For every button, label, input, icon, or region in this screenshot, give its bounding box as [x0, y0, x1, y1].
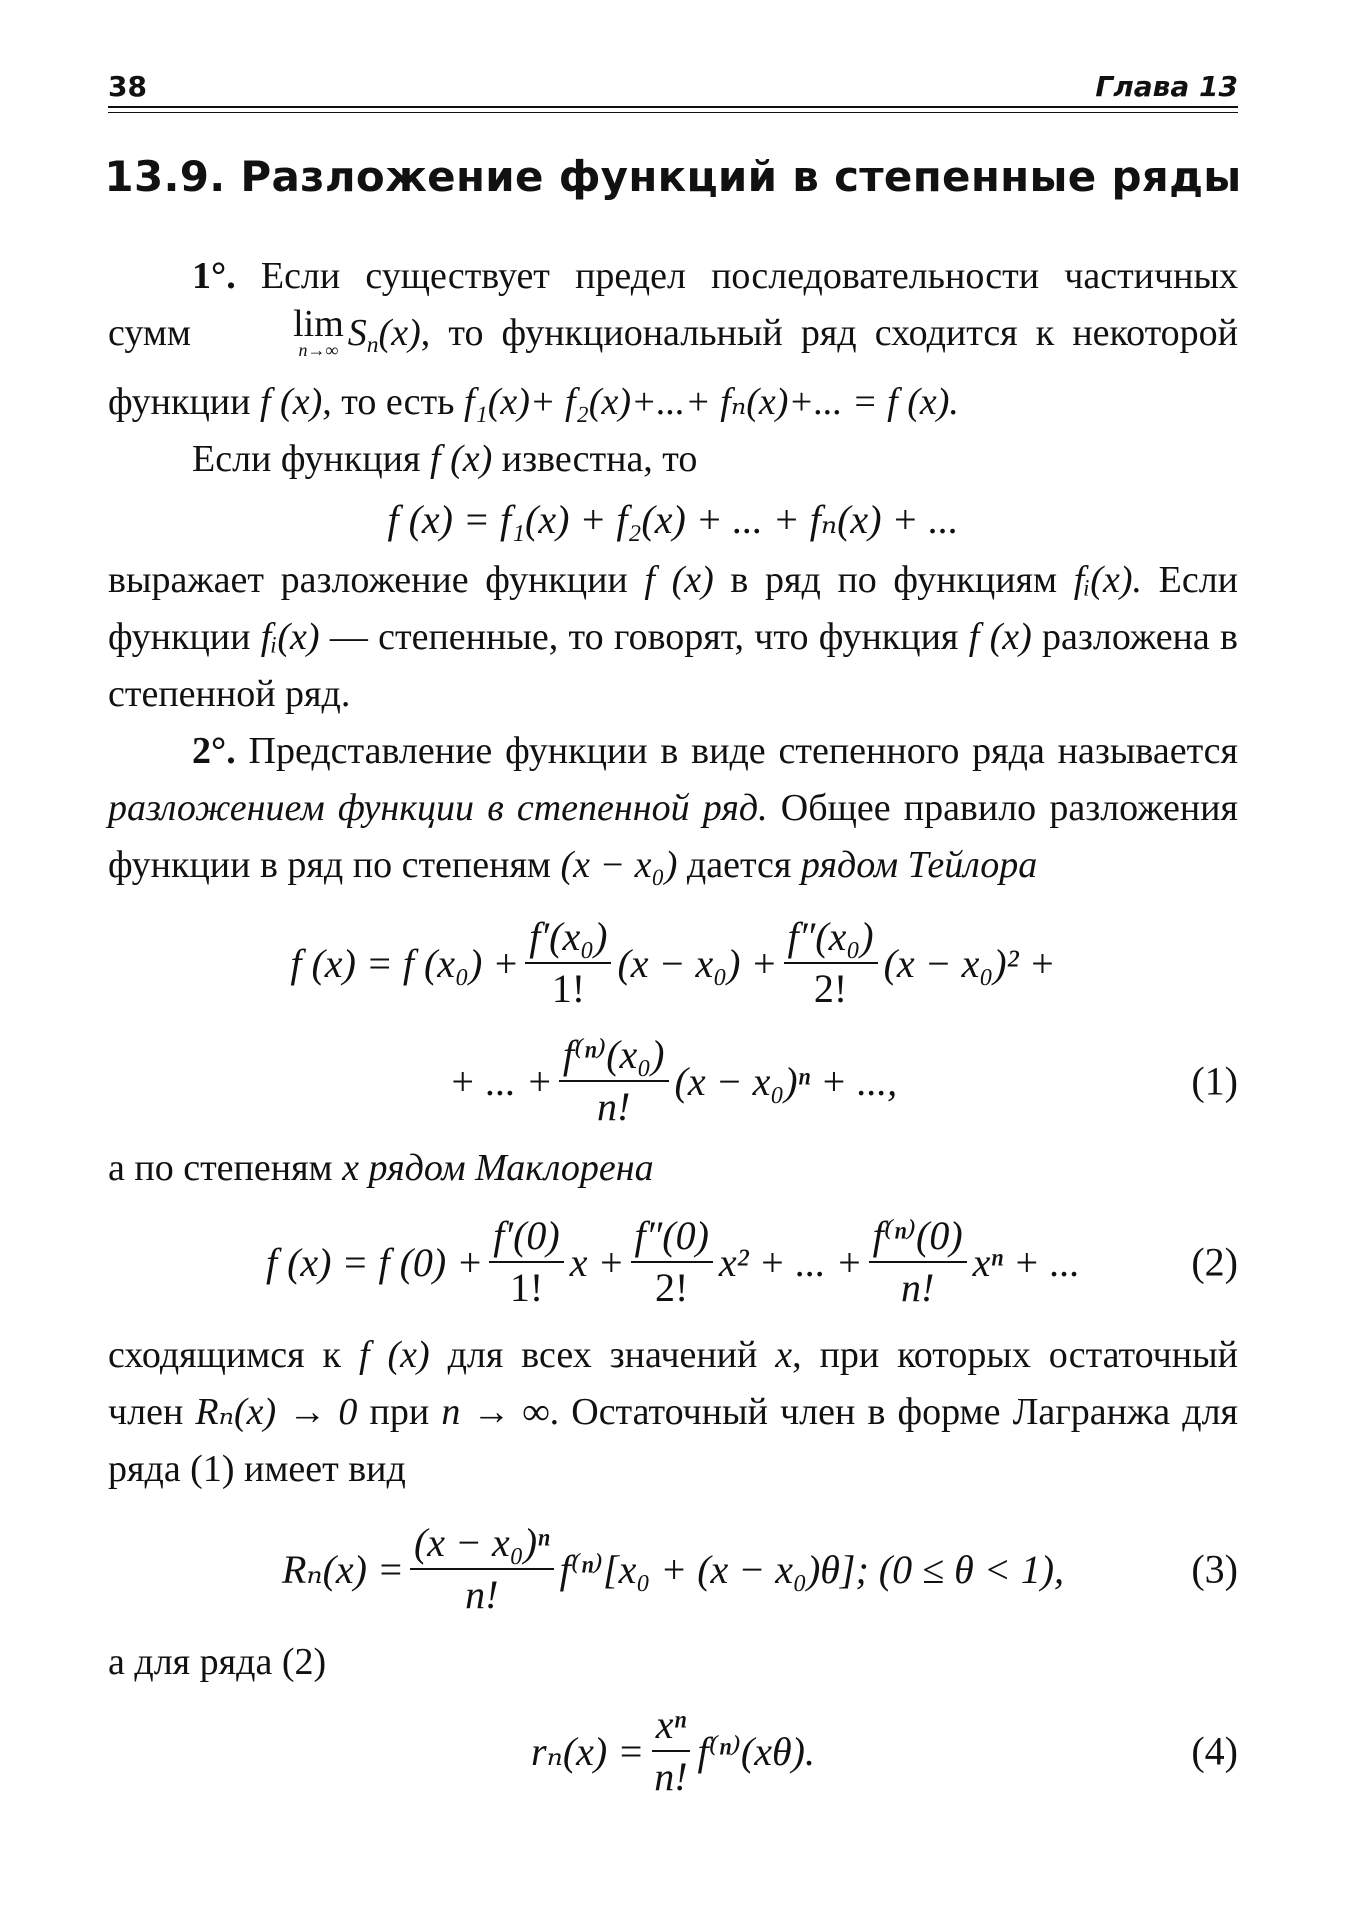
- fraction: $\frac{\text{f″(x₀)}}{2!}$: [784, 914, 878, 1012]
- paragraph-2: 2°. Представление функции в виде степенного ряда называется разложением функции в степенной ряд. Общее правило разложения функции в ряд по степеням (x − x₀) дается рядом Тейлора: [108, 730, 1238, 887]
- running-header: [108, 70, 1238, 106]
- fx-inline: f (x): [259, 381, 323, 424]
- paragraph-1a: Если функция f (x) известна, то: [192, 438, 698, 481]
- limit-expression: lim n→∞: [293, 303, 344, 360]
- chapter-label: Глава 13: [1095, 70, 1238, 103]
- equation-number-4: (4): [1191, 1728, 1238, 1774]
- header-rule-thin: [108, 112, 1238, 113]
- fraction: $\frac{\text{f⁽ⁿ⁾(x₀)}}{n!}$: [559, 1032, 669, 1130]
- section-title: 13.9. Разложение функций в степенные ряды: [104, 152, 1242, 201]
- page-number: 38: [108, 70, 147, 103]
- equation-number-2: (2): [1191, 1239, 1238, 1285]
- equation-number-3: (3): [1191, 1546, 1238, 1592]
- fraction: $\frac{\text{f⁽ⁿ⁾(0)}}{n!}$: [869, 1213, 967, 1311]
- equation-lagrange: Rₙ(x) = $\frac{\text{(x − x₀)ⁿ}}{n!}$ f⁽ⁿ⁾[x₀ + (x − x₀)θ]; (0 ≤ θ < 1), (3): [281, 1520, 1238, 1618]
- equation-remainder-2: rₙ(x) = $\frac{\text{xⁿ}}{n!}$ f⁽ⁿ⁾(xθ). (4): [531, 1702, 1238, 1800]
- equation-taylor-row1: f (x) = f (x₀) + $\frac{\text{f′(x₀)}}{1!}$ (x − x₀) + $\frac{\text{f″(x₀)}}{2!}$ (x − x₀)² +: [290, 914, 1056, 1012]
- fraction: $\frac{\text{f′(x₀)}}{1!}$: [525, 914, 611, 1012]
- paragraph-5: а для ряда (2): [108, 1641, 327, 1684]
- fraction: $\frac{\text{(x − x₀)ⁿ}}{n!}$: [410, 1520, 554, 1618]
- paragraph-1: 1°. Если существует предел последовательности частичных сумм lim n→∞ $S_n(x)$, то функциональный ряд сходится к некоторой функции f (x), то есть f₁(x)+ f₂(x)+...+ fₙ(x)+... = f (x).: [108, 255, 1239, 424]
- page-body: [108, 248, 1238, 1811]
- equation-taylor-row2: + ... + $\frac{\text{f⁽ⁿ⁾(x₀)}}{n!}$ (x − x₀)ⁿ + ..., (1): [448, 1032, 1238, 1130]
- fraction: $\frac{f'(0)}{1!}$: [489, 1213, 564, 1311]
- item-marker-2: 2°.: [192, 730, 236, 773]
- equation-maclaurin: f (x) = f (0) + $\frac{f'(0)}{1!}$ x + $\frac{f''(0)}{2!}$ x² + ... + $\frac{\text{f⁽ⁿ⁾(0)}}{n!}$ xⁿ + ... (2): [265, 1213, 1238, 1311]
- paragraph-4: сходящимся к f (x) для всех значений x, при которых остаточный член Rₙ(x) → 0 при n → ∞. Остаточный член в форме Лагранжа для ряда (1) имеет вид: [108, 1334, 1239, 1491]
- header-rule-thick: [108, 106, 1238, 108]
- equation-number-1: (1): [1191, 1058, 1238, 1104]
- series-inline: f₁(x)+ f₂(x)+...+ fₙ(x)+... = f (x).: [463, 381, 959, 424]
- fraction: $\frac{\text{xⁿ}}{n!}$: [650, 1702, 691, 1800]
- paragraph-3: а по степеням x рядом Маклорена: [108, 1147, 654, 1190]
- paragraph-1b: выражает разложение функции f (x) в ряд по функциям fᵢ(x). Если функции fᵢ(x) — степенные, то говорят, что функция f (x) разложена в степенной ряд.: [108, 559, 1239, 716]
- item-marker-1: 1°.: [192, 255, 236, 297]
- equation-expansion: f (x) = f₁(x) + f₂(x) + ... + fₙ(x) + ...: [387, 497, 959, 543]
- fraction: $\frac{f''(0)}{2!}$: [631, 1213, 713, 1311]
